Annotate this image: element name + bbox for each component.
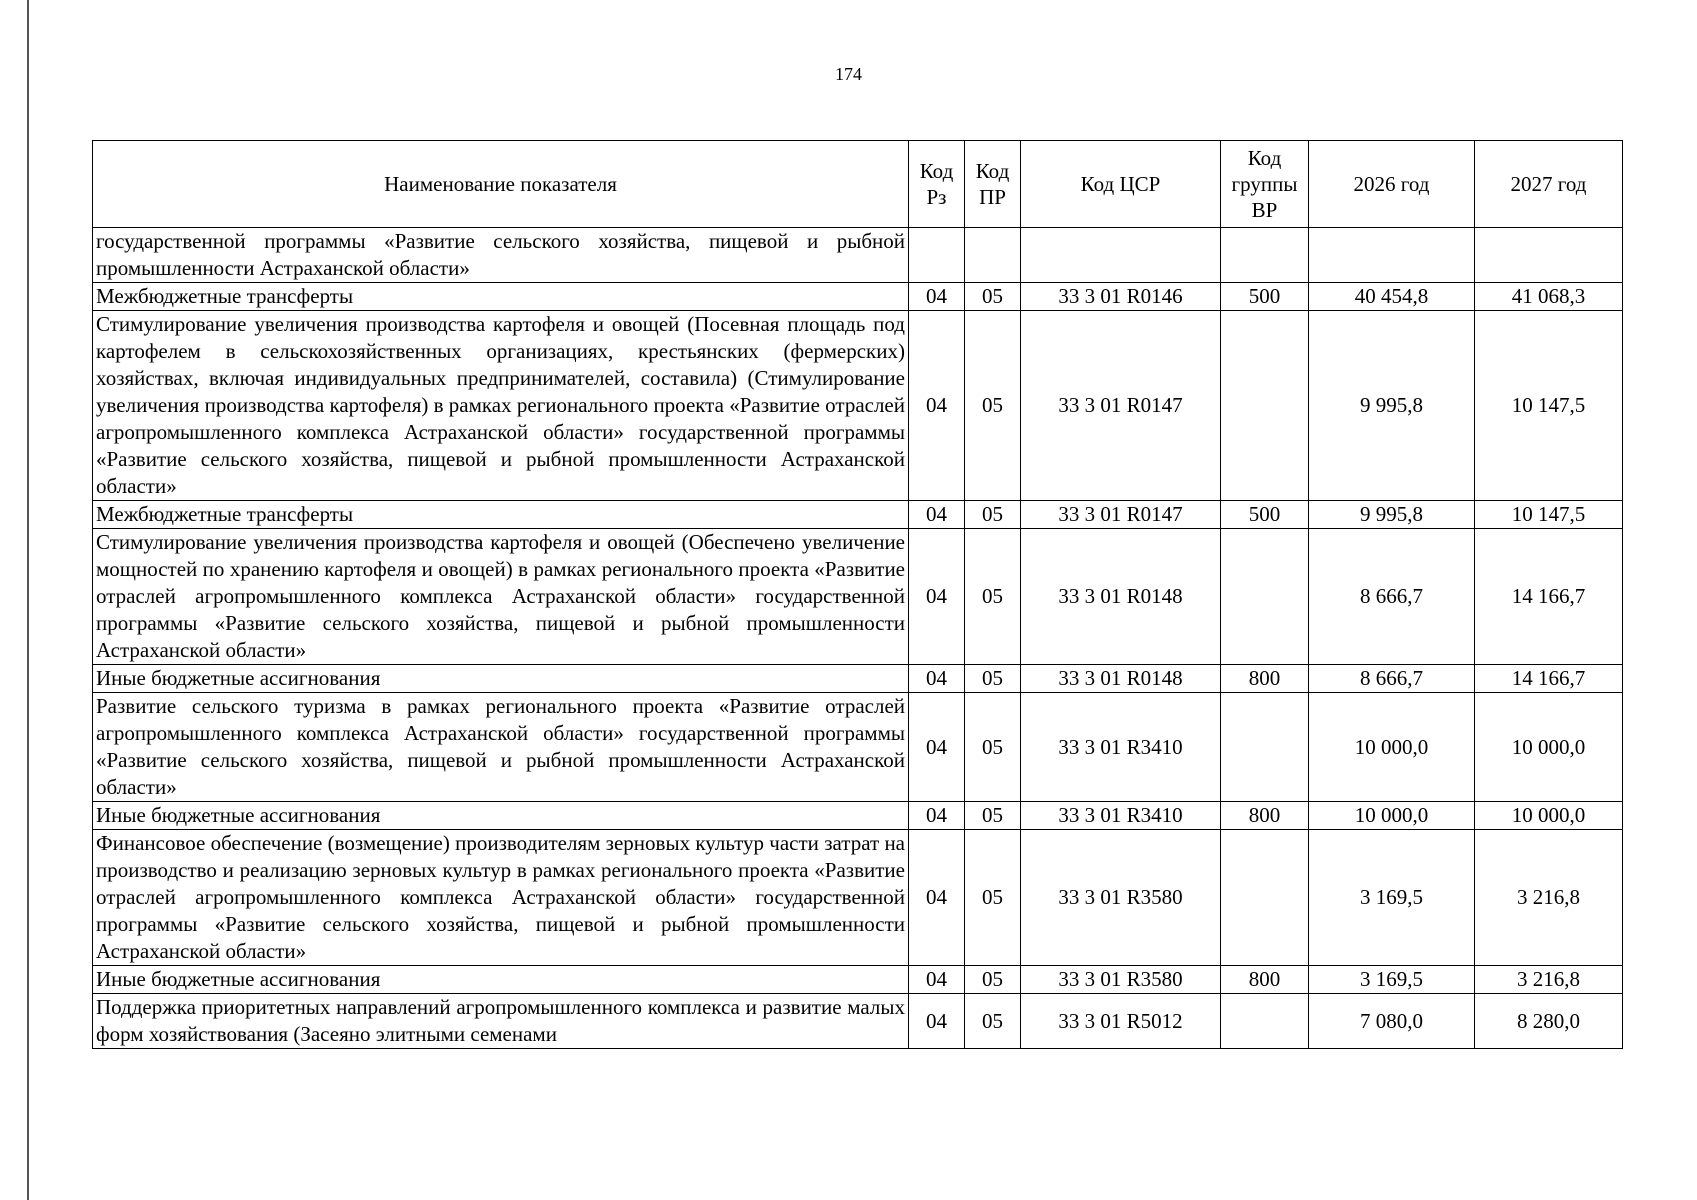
header-csr: Код ЦСР (1021, 141, 1221, 228)
cell-rz (909, 228, 965, 283)
table-row (93, 228, 1623, 283)
cell-rz: 04 (909, 994, 965, 1049)
cell-rz: 04 (909, 665, 965, 693)
cell-rz: 04 (909, 830, 965, 966)
table-row (93, 529, 1623, 665)
cell-2026: 8 666,7 (1309, 529, 1475, 665)
cell-2026: 3 169,5 (1309, 966, 1475, 994)
cell-vr (1221, 529, 1309, 665)
cell-rz: 04 (909, 529, 965, 665)
header-2026: 2026 год (1309, 141, 1475, 228)
cell-name: Финансовое обеспечение (возмещение) производителям зерновых культур части затрат на производство и реализацию зерновых культур в рамках регионального проекта «Развитие отраслей агропромышленного комплекса Астраханской области» государственной программы «Развитие сельского хозяйства, пищевой и рыбной промышленности Астраханской области» (93, 830, 909, 966)
cell-2026: 8 666,7 (1309, 665, 1475, 693)
cell-name: Иные бюджетные ассигнования (93, 665, 909, 693)
cell-pr: 05 (965, 501, 1021, 529)
cell-name: Стимулирование увеличения производства картофеля и овощей (Посевная площадь под картофелем в сельскохозяйственных организациях, крестьянских (фермерских) хозяйствах, включая индивидуальных предпринимателей, составила) (Стимулирование увеличения производства картофеля) в рамках регионального проекта «Развитие отраслей агропромышленного комплекса Астраханской области» государственной программы «Развитие сельского хозяйства, пищевой и рыбной промышленности Астраханской области» (93, 311, 909, 501)
cell-rz: 04 (909, 966, 965, 994)
cell-csr: 33 3 01 R0147 (1021, 501, 1221, 529)
cell-name: Иные бюджетные ассигнования (93, 966, 909, 994)
cell-2027: 10 147,5 (1475, 311, 1623, 501)
table-row (93, 693, 1623, 802)
cell-csr: 33 3 01 R3580 (1021, 966, 1221, 994)
table-row (93, 802, 1623, 830)
cell-csr: 33 3 01 R3580 (1021, 830, 1221, 966)
cell-vr: 800 (1221, 802, 1309, 830)
cell-2027: 41 068,3 (1475, 283, 1623, 311)
cell-vr: 500 (1221, 501, 1309, 529)
cell-rz: 04 (909, 501, 965, 529)
cell-pr: 05 (965, 529, 1021, 665)
cell-vr: 500 (1221, 283, 1309, 311)
header-name: Наименование показателя (93, 141, 909, 228)
table-row (93, 501, 1623, 529)
cell-csr: 33 3 01 R3410 (1021, 802, 1221, 830)
cell-name: Межбюджетные трансферты (93, 283, 909, 311)
cell-pr (965, 228, 1021, 283)
header-vr: Код группы ВР (1221, 141, 1309, 228)
cell-2026: 9 995,8 (1309, 501, 1475, 529)
cell-2027: 14 166,7 (1475, 665, 1623, 693)
cell-pr: 05 (965, 830, 1021, 966)
table-row (93, 311, 1623, 501)
cell-2027: 10 000,0 (1475, 693, 1623, 802)
cell-2026: 3 169,5 (1309, 830, 1475, 966)
page-number: 174 (835, 64, 862, 84)
cell-pr: 05 (965, 966, 1021, 994)
cell-2026 (1309, 228, 1475, 283)
scan-edge-line (27, 0, 29, 1200)
cell-2026: 40 454,8 (1309, 283, 1475, 311)
table-row (93, 283, 1623, 311)
cell-2027: 3 216,8 (1475, 830, 1623, 966)
cell-name: Развитие сельского туризма в рамках регионального проекта «Развитие отраслей агропромышленного комплекса Астраханской области» государственной программы «Развитие сельского хозяйства, пищевой и рыбной промышленности Астраханской области» (93, 693, 909, 802)
cell-name: Иные бюджетные ассигнования (93, 802, 909, 830)
table-row (93, 966, 1623, 994)
header-2027: 2027 год (1475, 141, 1623, 228)
cell-pr: 05 (965, 802, 1021, 830)
cell-vr: 800 (1221, 966, 1309, 994)
cell-2027: 8 280,0 (1475, 994, 1623, 1049)
cell-2027: 3 216,8 (1475, 966, 1623, 994)
cell-rz: 04 (909, 283, 965, 311)
table-row (93, 994, 1623, 1049)
cell-2027: 10 147,5 (1475, 501, 1623, 529)
cell-2027 (1475, 228, 1623, 283)
cell-pr: 05 (965, 994, 1021, 1049)
cell-csr: 33 3 01 R0148 (1021, 529, 1221, 665)
cell-2026: 10 000,0 (1309, 802, 1475, 830)
cell-vr (1221, 994, 1309, 1049)
cell-pr: 05 (965, 665, 1021, 693)
cell-pr: 05 (965, 693, 1021, 802)
cell-rz: 04 (909, 693, 965, 802)
cell-pr: 05 (965, 311, 1021, 501)
cell-2026: 9 995,8 (1309, 311, 1475, 501)
cell-csr: 33 3 01 R0146 (1021, 283, 1221, 311)
cell-name: Межбюджетные трансферты (93, 501, 909, 529)
cell-csr: 33 3 01 R0147 (1021, 311, 1221, 501)
cell-csr (1021, 228, 1221, 283)
cell-2026: 10 000,0 (1309, 693, 1475, 802)
cell-csr: 33 3 01 R5012 (1021, 994, 1221, 1049)
table-header-row (93, 141, 1623, 228)
cell-csr: 33 3 01 R0148 (1021, 665, 1221, 693)
cell-rz: 04 (909, 802, 965, 830)
header-rz: Код Рз (909, 141, 965, 228)
cell-csr: 33 3 01 R3410 (1021, 693, 1221, 802)
cell-name: государственной программы «Развитие сельского хозяйства, пищевой и рыбной промышленности Астраханской области» (93, 228, 909, 283)
cell-2027: 10 000,0 (1475, 802, 1623, 830)
table-row (93, 830, 1623, 966)
cell-vr (1221, 228, 1309, 283)
cell-2026: 7 080,0 (1309, 994, 1475, 1049)
cell-vr (1221, 311, 1309, 501)
cell-name: Поддержка приоритетных направлений агропромышленного комплекса и развитие малых форм хозяйствования (Засеяно элитными семенами (93, 994, 909, 1049)
header-pr: Код ПР (965, 141, 1021, 228)
table-row (93, 665, 1623, 693)
cell-name: Стимулирование увеличения производства картофеля и овощей (Обеспечено увеличение мощностей по хранению картофеля и овощей) в рамках регионального проекта «Развитие отраслей агропромышленного комплекса Астраханской области» государственной программы «Развитие сельского хозяйства, пищевой и рыбной промышленности Астраханской области» (93, 529, 909, 665)
cell-vr (1221, 830, 1309, 966)
cell-vr (1221, 693, 1309, 802)
cell-vr: 800 (1221, 665, 1309, 693)
cell-2027: 14 166,7 (1475, 529, 1623, 665)
cell-pr: 05 (965, 283, 1021, 311)
budget-table (92, 140, 1623, 1049)
cell-rz: 04 (909, 311, 965, 501)
